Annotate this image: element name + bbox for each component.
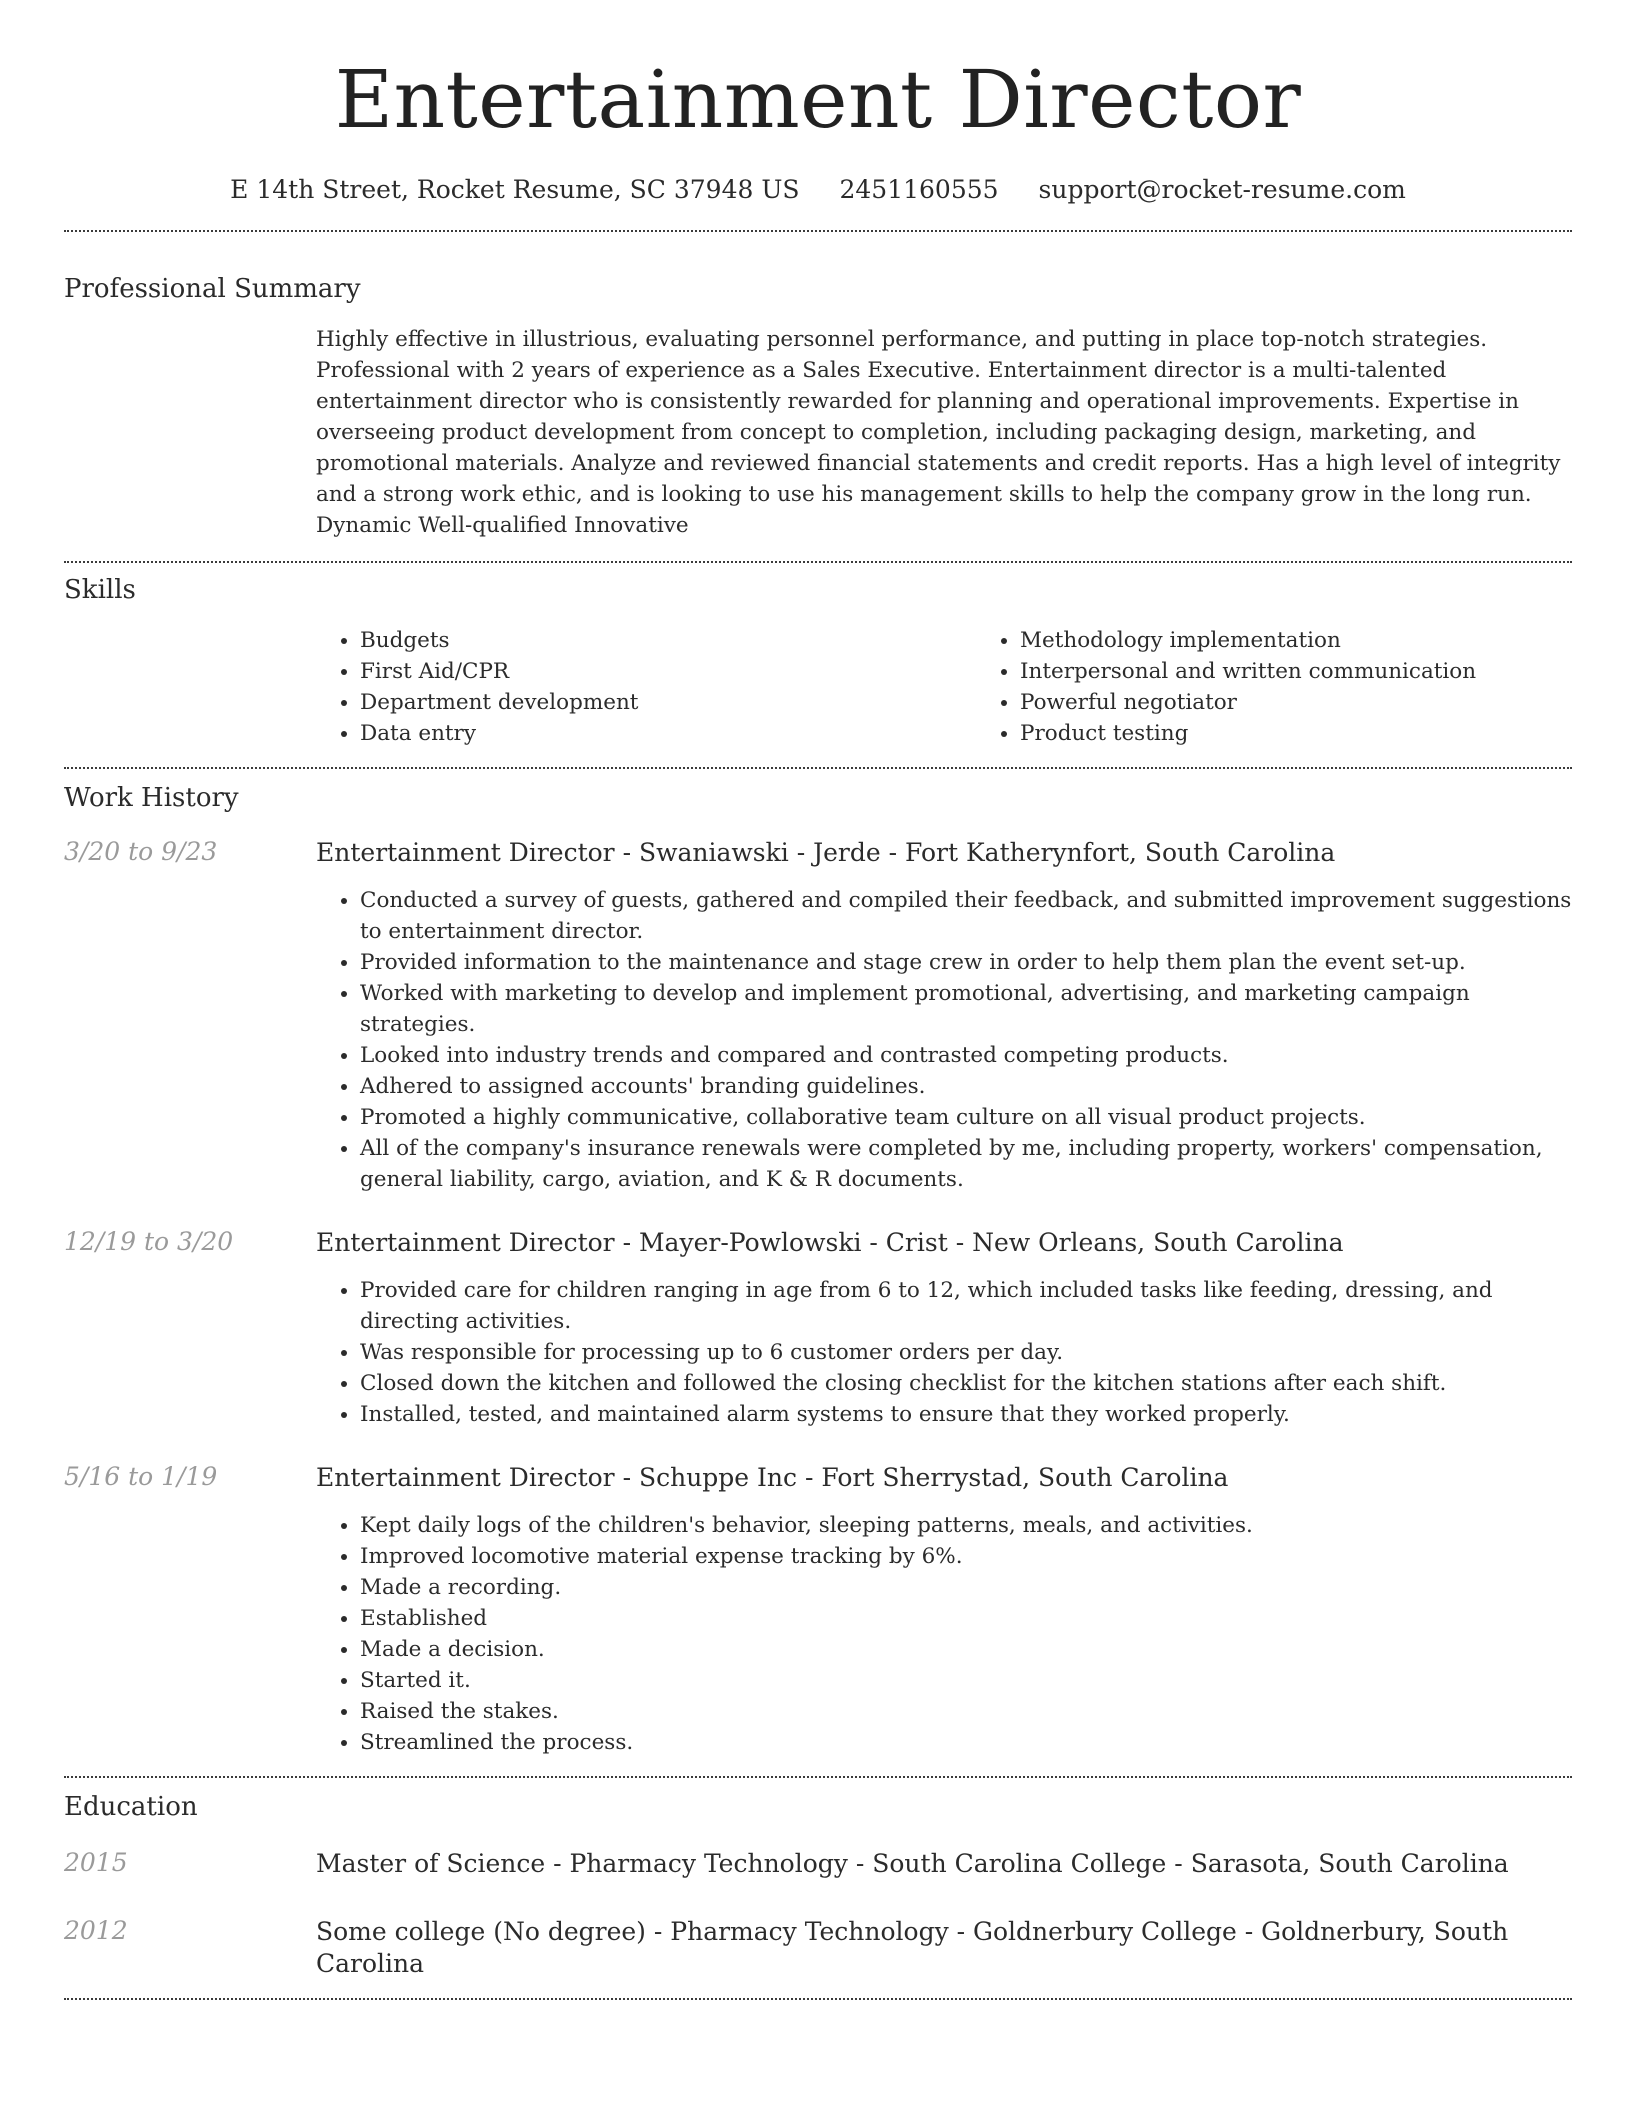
contact-email: support@rocket-resume.com [1038, 175, 1406, 204]
section-title-summary: Professional Summary [64, 274, 361, 304]
list-item: • Made a decision. [360, 1634, 1572, 1665]
list-item: • Interpersonal and written communication [1020, 656, 1632, 687]
skills-list-col1 [316, 625, 976, 749]
contact-phone: 2451160555 [839, 175, 999, 204]
job-dates: 12/19 to 3/20 [64, 1227, 234, 1256]
job-heading: Entertainment Director - Mayer-Powlowski - Crist - New Orleans, South Carolina [316, 1228, 1344, 1257]
job-dates: 5/16 to 1/19 [64, 1462, 218, 1491]
list-item: • Was responsible for processing up to 6 customer orders per day. [360, 1337, 1572, 1368]
job-bullets [316, 1510, 1572, 1758]
section-title-skills: Skills [64, 575, 136, 605]
contact-line [64, 174, 1572, 206]
list-item: • Established [360, 1603, 1572, 1634]
list-item: • Looked into industry trends and compared and contrasted competing products. [360, 1040, 1572, 1071]
list-item: • All of the company's insurance renewals were completed by me, including property, workers' compensation, general liability, cargo, aviation, and K & R documents. [360, 1133, 1572, 1195]
list-item: • Streamlined the process. [360, 1727, 1572, 1758]
divider [64, 767, 1572, 769]
list-item: • Started it. [360, 1665, 1572, 1696]
list-item: • Powerful negotiator [1020, 687, 1632, 718]
education-entry [64, 1848, 1572, 1880]
section-title-work: Work History [64, 783, 239, 813]
list-item: • First Aid/CPR [360, 656, 976, 687]
list-item: • Kept daily logs of the children's behavior, sleeping patterns, meals, and activities. [360, 1510, 1572, 1541]
resume-name: Entertainment Director [334, 53, 1302, 146]
job-heading: Entertainment Director - Schuppe Inc - Fort Sherrystad, South Carolina [316, 1463, 1229, 1492]
education-year: 2015 [64, 1848, 128, 1877]
job-bullets [316, 1275, 1572, 1430]
divider [64, 230, 1572, 232]
list-item: • Adhered to assigned accounts' branding guidelines. [360, 1071, 1572, 1102]
list-item: • Provided information to the maintenance and stage crew in order to help them plan the event set-up. [360, 947, 1572, 978]
job-bullets [316, 885, 1572, 1195]
summary-left [64, 324, 316, 541]
skills-row [64, 625, 1572, 749]
education-heading: Some college (No degree) - Pharmacy Technology - Goldnerbury College - Goldnerbury, South Carolina [316, 1917, 1509, 1978]
job-entry [64, 837, 1572, 1195]
education-year: 2012 [64, 1916, 128, 1945]
list-item: • Raised the stakes. [360, 1696, 1572, 1727]
skills-left [64, 625, 316, 749]
job-entry [64, 1462, 1572, 1758]
list-item: • Data entry [360, 718, 976, 749]
divider [64, 1998, 1572, 2000]
job-heading: Entertainment Director - Swaniawski - Jerde - Fort Katherynfort, South Carolina [316, 838, 1336, 867]
list-item: • Promoted a highly communicative, collaborative team culture on all visual product projects. [360, 1102, 1572, 1133]
list-item: • Budgets [360, 625, 976, 656]
summary-text: Highly effective in illustrious, evaluating personnel performance, and putting in place top-notch strategies. Professional with 2 years of experience as a Sales Executive. Entertainment director is a multi-talented entertainment director who is consistently rewarded for planning and operational improvements. Expertise in overseeing product development from concept to completion, including packaging design, marketing, and promotional materials. Analyze and reviewed financial statements and credit reports. Has a high level of integrity and a strong work ethic, and is looking to use his management skills to help the company grow in the long run. Dynamic Well-qualified Innovative [316, 327, 1561, 538]
list-item: • Improved locomotive material expense tracking by 6%. [360, 1541, 1572, 1572]
education-entry [64, 1916, 1572, 1980]
list-item: • Department development [360, 687, 976, 718]
summary-row [64, 324, 1572, 541]
contact-address: E 14th Street, Rocket Resume, SC 37948 US [230, 175, 800, 204]
list-item: • Methodology implementation [1020, 625, 1632, 656]
job-dates: 3/20 to 9/23 [64, 837, 218, 866]
divider [64, 1776, 1572, 1778]
job-entry [64, 1227, 1572, 1430]
section-title-education: Education [64, 1792, 198, 1822]
education-heading: Master of Science - Pharmacy Technology - South Carolina College - Sarasota, South Carolina [316, 1849, 1509, 1878]
list-item: • Made a recording. [360, 1572, 1572, 1603]
list-item: • Product testing [1020, 718, 1632, 749]
list-item: • Provided care for children ranging in age from 6 to 12, which included tasks like feeding, dressing, and directing activities. [360, 1275, 1572, 1337]
resume-page [64, 0, 1572, 2000]
list-item: • Installed, tested, and maintained alarm systems to ensure that they worked properly. [360, 1399, 1572, 1430]
skills-list-col2 [976, 625, 1632, 749]
list-item: • Worked with marketing to develop and implement promotional, advertising, and marketing campaign strategies. [360, 978, 1572, 1040]
list-item: • Closed down the kitchen and followed the closing checklist for the kitchen stations after each shift. [360, 1368, 1572, 1399]
list-item: • Conducted a survey of guests, gathered and compiled their feedback, and submitted improvement suggestions to entertainment director. [360, 885, 1572, 947]
divider [64, 561, 1572, 563]
